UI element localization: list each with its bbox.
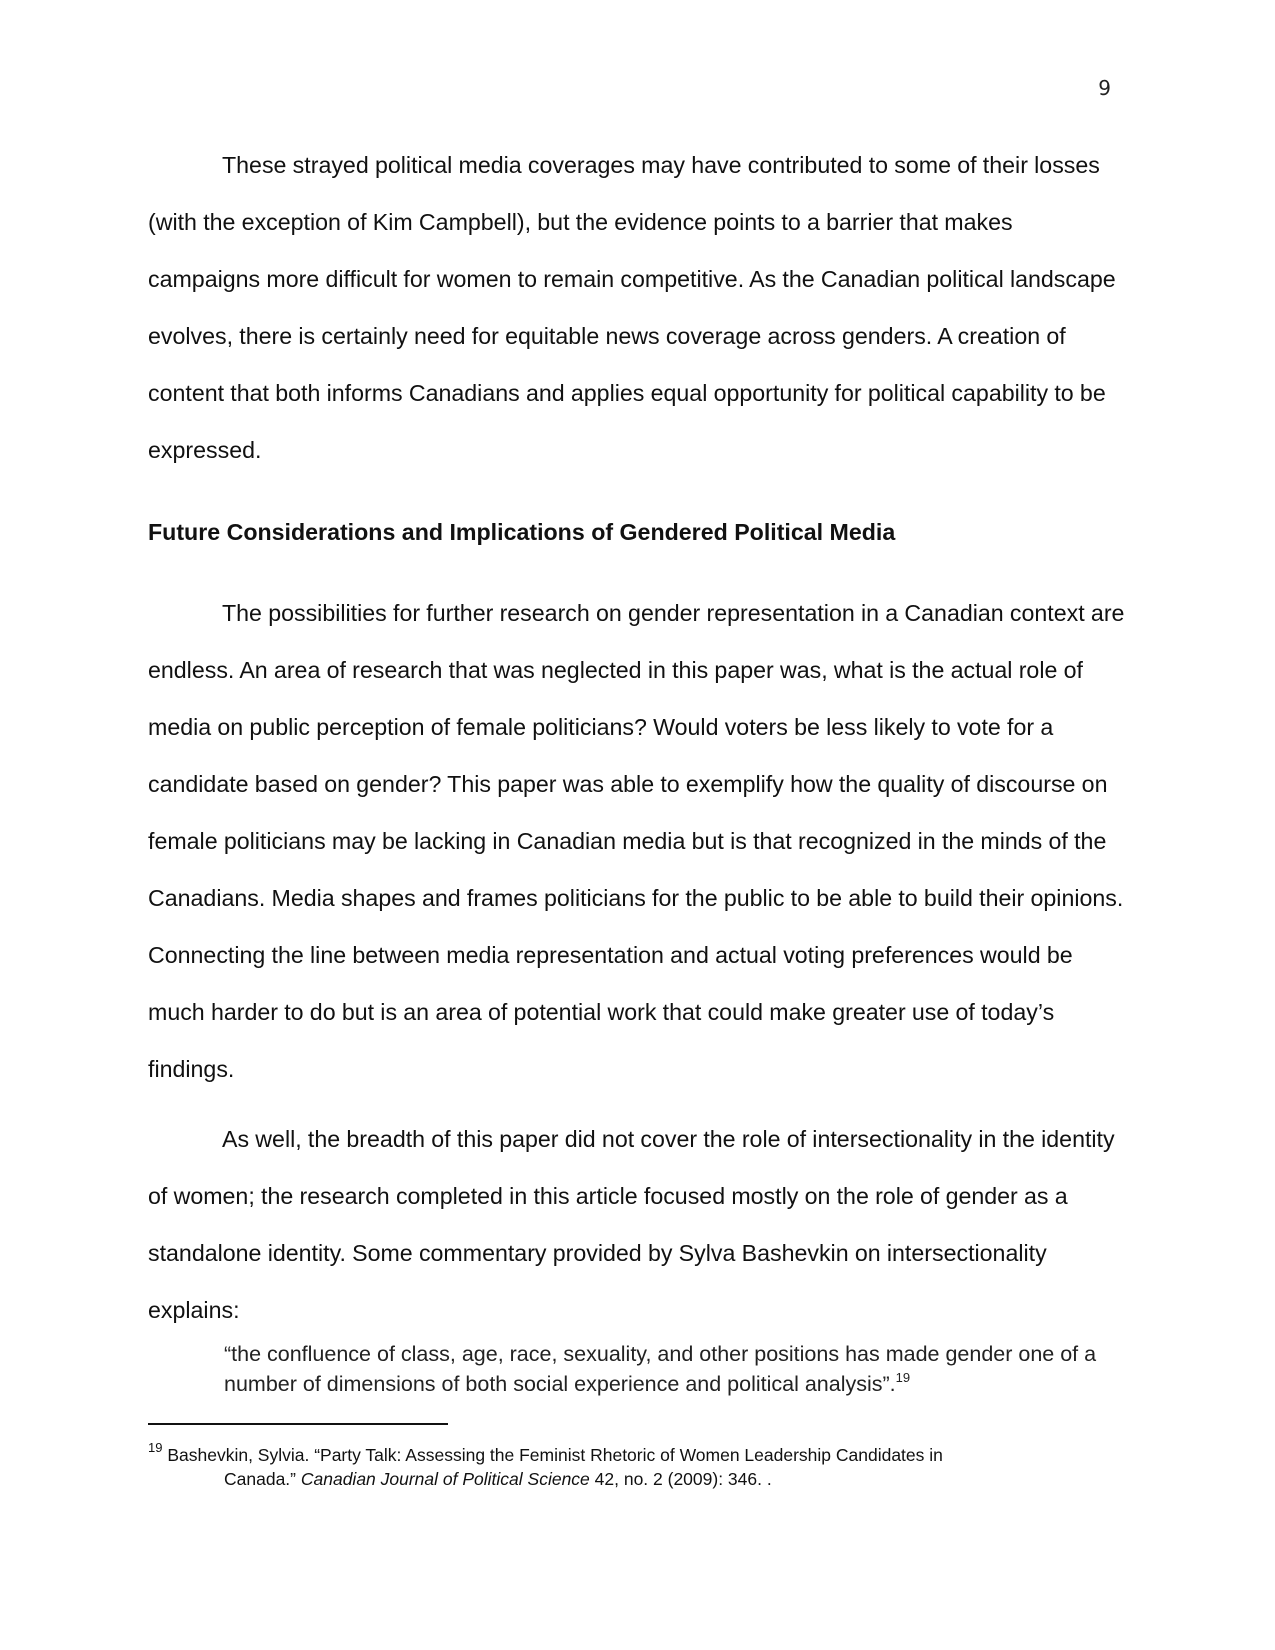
section-heading: Future Considerations and Implications of Gendered Political Media — [148, 519, 896, 545]
block-quote-text: “the confluence of class, age, race, sexuality, and other positions has made gender one of a number of dimensions of both social experience and political analysis”. — [224, 1342, 1097, 1396]
footnote — [148, 1440, 1048, 1491]
paragraph-intersectionality — [148, 1111, 1128, 1339]
footnote-citation-end: 42, no. 2 (2009): 346. . — [589, 1469, 772, 1489]
page-number: 9 — [1098, 76, 1111, 100]
paragraph-future-research — [148, 585, 1128, 1098]
footnote-reference[interactable]: 19 — [895, 1370, 911, 1385]
footnote-citation-line2: Canada.” — [224, 1469, 301, 1489]
paragraph-3-text: As well, the breadth of this paper did not cover the role of intersectionality in the identity of women; the research completed in this article focused mostly on the role of gender as a standalone identity. Some commentary provided by Sylva Bashevkin on intersectionality explains: — [148, 1126, 1115, 1323]
footnote-citation-continued — [148, 1467, 1048, 1491]
footnote-journal-title: Canadian Journal of Political Science — [300, 1469, 590, 1489]
footnote-citation-start: Bashevkin, Sylvia. “Party Talk: Assessing the Feminist Rhetoric of Women Leadership Candidates in — [162, 1445, 943, 1465]
paragraph-losses-barrier — [148, 137, 1128, 479]
paragraph-1-text: These strayed political media coverages may have contributed to some of their losses (with the exception of Kim Campbell), but the evidence points to a barrier that makes campaigns more difficult for women to remain competitive. As the Canadian political landscape evolves, there is certainly need for equitable news coverage across genders. A creation of content that both informs Canadians and applies equal opportunity for political capability to be expressed. — [148, 152, 1116, 463]
paragraph-2-text: The possibilities for further research on gender representation in a Canadian context are endless. An area of research that was neglected in this paper was, what is the actual role of media on public perception of female politicians? Would voters be less likely to vote for a candidate based on gender? This paper was able to exemplify how the quality of discourse on female politicians may be lacking in Canadian media but is that recognized in the minds of the Canadians. Media shapes and frames politicians for the public to be able to build their opinions. Connecting the line between media representation and actual voting preferences would be much harder to do but is an area of potential work that could make greater use of today’s findings. — [148, 600, 1125, 1082]
footnote-separator — [148, 1423, 448, 1425]
block-quote — [224, 1339, 1124, 1399]
footnote-number: 19 — [148, 1440, 163, 1455]
